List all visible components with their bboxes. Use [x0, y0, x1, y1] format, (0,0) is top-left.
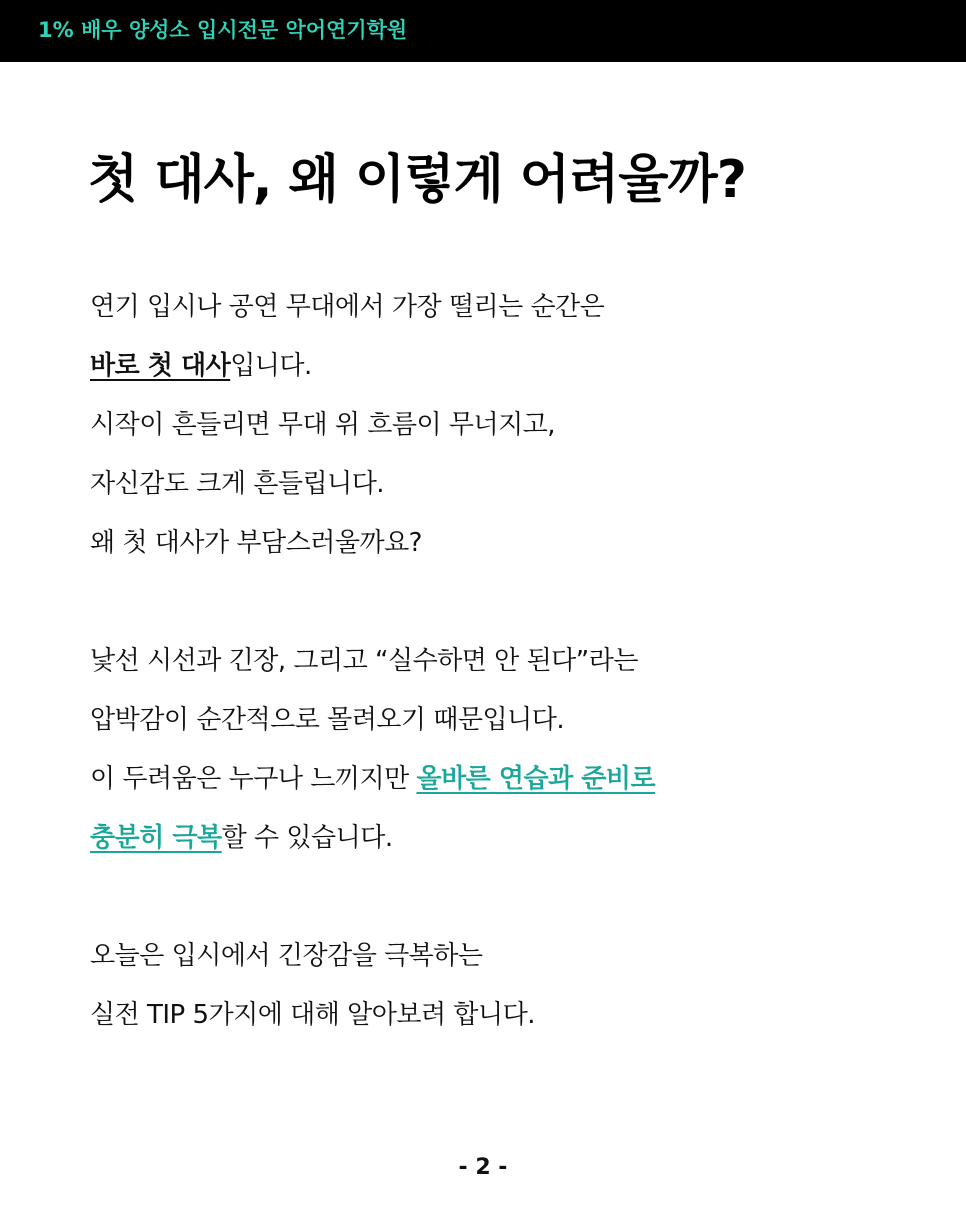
paragraph2-line1: 낯선 시선과 긴장, 그리고 “실수하면 안 된다”라는 — [90, 646, 638, 676]
page-title: 첫 대사, 왜 이렇게 어려울까? — [88, 150, 746, 210]
body-content — [90, 278, 910, 1045]
paragraph1-line2 — [90, 337, 910, 396]
paragraph-spacer — [90, 573, 910, 632]
paragraph1-line3: 시작이 흔들리면 무대 위 흐름이 무너지고, — [90, 410, 556, 440]
top-header-bar — [0, 0, 966, 62]
paragraph2-line4 — [90, 809, 910, 868]
paragraph3-line2: 실전 TIP 5가지에 대해 알아보려 합니다. — [90, 1000, 535, 1030]
paragraph1-line1: 연기 입시나 공연 무대에서 가장 떨리는 순간은 — [90, 292, 605, 322]
emphasis-first-line: 바로 첫 대사 — [90, 351, 231, 381]
brand-name: 1% 배우 양성소 입시전문 악어연기학원 — [38, 18, 408, 42]
paragraph1-line2-rest: 입니다. — [230, 351, 312, 381]
paragraph2-line2: 압박감이 순간적으로 몰려오기 때문입니다. — [90, 705, 565, 735]
page-number: - 2 - — [458, 1155, 508, 1180]
paragraph-spacer — [90, 868, 910, 927]
paragraph2-line3 — [90, 750, 910, 809]
paragraph2-line4-rest: 할 수 있습니다. — [221, 823, 393, 853]
paragraph3-line1: 오늘은 입시에서 긴장감을 극복하는 — [90, 941, 483, 971]
emphasis-practice-link: 올바른 연습과 준비로 — [416, 764, 656, 794]
paragraph2-line3-plain: 이 두려움은 누구나 느끼지만 — [90, 764, 417, 794]
paragraph1-line4: 자신감도 크게 흔들립니다. — [90, 469, 385, 499]
emphasis-overcome-link: 충분히 극복 — [90, 823, 222, 853]
paragraph1-line5: 왜 첫 대사가 부담스러울까요? — [90, 528, 422, 558]
